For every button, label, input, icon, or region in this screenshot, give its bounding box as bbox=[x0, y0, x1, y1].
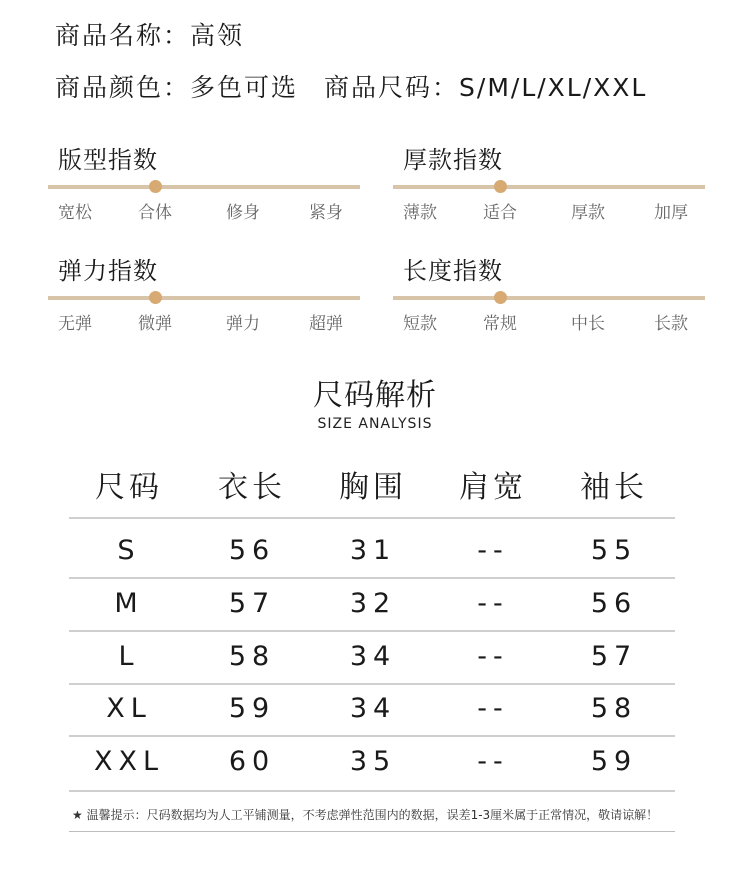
scale-indicator-dot bbox=[494, 180, 507, 193]
scale-title: 长度指数 bbox=[403, 257, 503, 285]
product-size-label: 商品尺码： bbox=[324, 73, 460, 102]
cell-chest: 34 bbox=[349, 693, 397, 724]
cell-length: 60 bbox=[228, 746, 276, 777]
cell-chest: 35 bbox=[349, 746, 397, 777]
scale-indicator-dot bbox=[149, 291, 162, 304]
scale-label: 中长 bbox=[571, 314, 605, 334]
scale-label: 紧身 bbox=[309, 203, 343, 223]
table-divider bbox=[69, 683, 675, 685]
cell-size: XL bbox=[106, 693, 152, 724]
table-divider bbox=[69, 630, 675, 632]
elasticity-index-scale bbox=[48, 251, 360, 341]
fit-index-scale bbox=[48, 140, 360, 230]
cell-sleeve: 59 bbox=[590, 746, 638, 777]
cell-sleeve: 58 bbox=[590, 693, 638, 724]
scale-label: 加厚 bbox=[654, 203, 688, 223]
cell-length: 58 bbox=[228, 641, 276, 672]
table-divider bbox=[69, 517, 675, 519]
product-name-value: 高领 bbox=[190, 21, 245, 50]
scale-label: 无弹 bbox=[58, 314, 92, 334]
scale-label: 适合 bbox=[483, 203, 517, 223]
cell-sleeve: 56 bbox=[590, 588, 638, 619]
cell-shoulder: -- bbox=[477, 641, 509, 672]
scale-label: 超弹 bbox=[309, 314, 343, 334]
scale-label: 宽松 bbox=[58, 203, 92, 223]
product-size-value: S/M/L/XL/XXL bbox=[459, 73, 648, 102]
cell-shoulder: -- bbox=[477, 746, 509, 777]
length-index-scale bbox=[393, 251, 705, 341]
cell-length: 56 bbox=[228, 535, 276, 566]
cell-length: 57 bbox=[228, 588, 276, 619]
scale-bar bbox=[48, 296, 360, 300]
table-divider bbox=[69, 735, 675, 737]
product-color-value: 多色可选 bbox=[190, 73, 299, 102]
cell-size: XXL bbox=[93, 746, 165, 777]
cell-chest: 32 bbox=[349, 588, 397, 619]
scale-bar bbox=[393, 296, 705, 300]
scale-label: 厚款 bbox=[571, 203, 605, 223]
size-section-title: 尺码解析 bbox=[313, 378, 437, 413]
cell-sleeve: 57 bbox=[590, 641, 638, 672]
scale-title: 厚款指数 bbox=[403, 146, 503, 174]
table-divider bbox=[69, 790, 675, 792]
header-chest: 胸围 bbox=[339, 470, 407, 505]
measurement-note: ★ 温馨提示：尺码数据均为人工平铺测量，不考虑弹性范围内的数据，误差1-3厘米属于正常情况，敬请谅解！ bbox=[72, 808, 659, 822]
cell-length: 59 bbox=[228, 693, 276, 724]
cell-chest: 31 bbox=[349, 535, 397, 566]
cell-chest: 34 bbox=[349, 641, 397, 672]
product-color-label: 商品颜色： bbox=[55, 73, 191, 102]
scale-label: 长款 bbox=[654, 314, 688, 334]
scale-label: 合体 bbox=[138, 203, 172, 223]
scale-title: 版型指数 bbox=[58, 146, 158, 174]
cell-size: M bbox=[114, 588, 144, 619]
scale-indicator-dot bbox=[149, 180, 162, 193]
scale-label: 薄款 bbox=[403, 203, 437, 223]
header-shoulder: 肩宽 bbox=[459, 470, 527, 505]
cell-size: S bbox=[117, 535, 141, 566]
cell-shoulder: -- bbox=[477, 535, 509, 566]
scale-label: 弹力 bbox=[226, 314, 260, 334]
cell-shoulder: -- bbox=[477, 588, 509, 619]
scale-title: 弹力指数 bbox=[58, 257, 158, 285]
scale-indicator-dot bbox=[494, 291, 507, 304]
scale-label: 短款 bbox=[403, 314, 437, 334]
scale-bar bbox=[48, 185, 360, 189]
table-divider bbox=[69, 577, 675, 579]
scale-label: 修身 bbox=[226, 203, 260, 223]
scale-label: 常规 bbox=[483, 314, 517, 334]
product-name-line bbox=[55, 16, 244, 52]
scale-bar bbox=[393, 185, 705, 189]
thickness-index-scale bbox=[393, 140, 705, 230]
header-length: 衣长 bbox=[218, 470, 286, 505]
cell-size: L bbox=[118, 641, 140, 672]
size-section-subtitle: SIZE ANALYSIS bbox=[317, 416, 433, 432]
header-sleeve: 袖长 bbox=[580, 470, 648, 505]
header-size: 尺码 bbox=[95, 470, 163, 505]
product-name-label: 商品名称： bbox=[55, 21, 191, 50]
product-color-size-line bbox=[55, 68, 647, 104]
cell-shoulder: -- bbox=[477, 693, 509, 724]
scale-label: 微弹 bbox=[138, 314, 172, 334]
cell-sleeve: 55 bbox=[590, 535, 638, 566]
footer-divider bbox=[69, 831, 675, 832]
